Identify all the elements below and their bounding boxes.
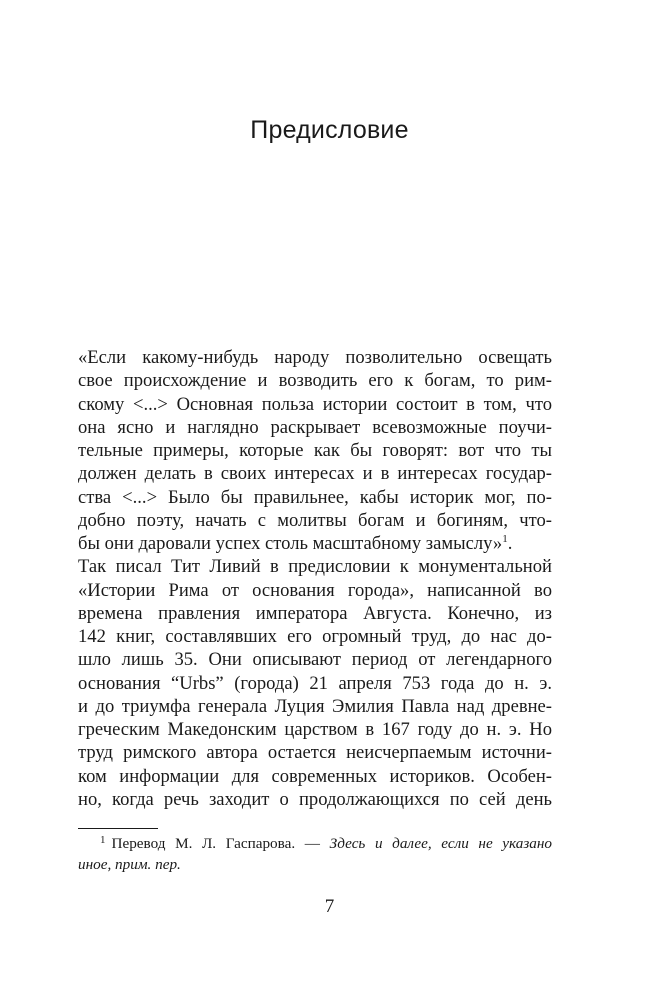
- text-line: «Истории Рима от основания города», написанной во: [78, 579, 552, 601]
- footnote: [78, 833, 552, 875]
- chapter-title: Предисловие: [250, 116, 409, 144]
- text-line: и до триумфа генерала Луция Эмилия Павла над древне-: [78, 695, 552, 717]
- text-line: греческим Македонским царством в 167 году до н. э. Но: [78, 719, 552, 740]
- text-line: она ясно и наглядно раскрывает всевозможные поучи-: [78, 416, 552, 438]
- text-line: времена правления императора Августа. Конечно, из: [78, 602, 552, 624]
- footnote-divider: [78, 828, 158, 829]
- page-number: 7: [324, 896, 335, 917]
- text-line: свое происхождение и возводить его к богам, то рим-: [78, 370, 552, 392]
- footnote-reference: 1: [502, 533, 508, 545]
- text-line: труд римского автора остается неисчерпаемым источни-: [78, 742, 552, 764]
- text-line: скому <...> Основная польза истории состоит в том, что: [78, 393, 552, 415]
- text-line: Так писал Тит Ливий в предисловии к монументальной: [78, 556, 552, 578]
- text-line: основания “Urbs” (города) 21 апреля 753 года до н. э.: [78, 672, 552, 694]
- footnote-text: Перевод М. Л. Гаспарова. —: [111, 835, 330, 852]
- text-line: «Если какому-нибудь народу позволительно освещать: [78, 347, 552, 368]
- text-line: ства <...> Было бы правильнее, кабы историк мог, по-: [78, 486, 552, 508]
- main-text: [78, 346, 552, 811]
- text-line: но, когда речь заходит о продолжающихся по сей день: [78, 788, 552, 810]
- footnote-number: 1: [100, 834, 106, 846]
- text-line: тельные примеры, которые как бы говорят: вот что ты: [78, 440, 552, 461]
- text-line: ком информации для современных историков. Особен-: [78, 765, 552, 787]
- text-line: шло лишь 35. Они описывают период от легендарного: [78, 649, 552, 671]
- footnote-line: [78, 854, 552, 875]
- footnote-italic-text: Здесь и далее, если не указано: [329, 835, 552, 852]
- text-line-with-footnote: бы они даровали успех столь масштабному замыслу»$^1$.: [78, 533, 513, 554]
- text-line: должен делать в своих интересах и в интересах государ-: [78, 463, 552, 485]
- text-line: бы они даровали успех столь масштабному замыслу»: [78, 533, 503, 554]
- footnote-line: [78, 833, 552, 854]
- text-line: 142 книг, составлявших его огромный труд, до нас до-: [78, 626, 552, 647]
- text-line: добно поэту, начать с молитвы богам и богиням, что-: [78, 509, 552, 531]
- footnote-italic-text: иное, прим. пер.: [78, 856, 181, 873]
